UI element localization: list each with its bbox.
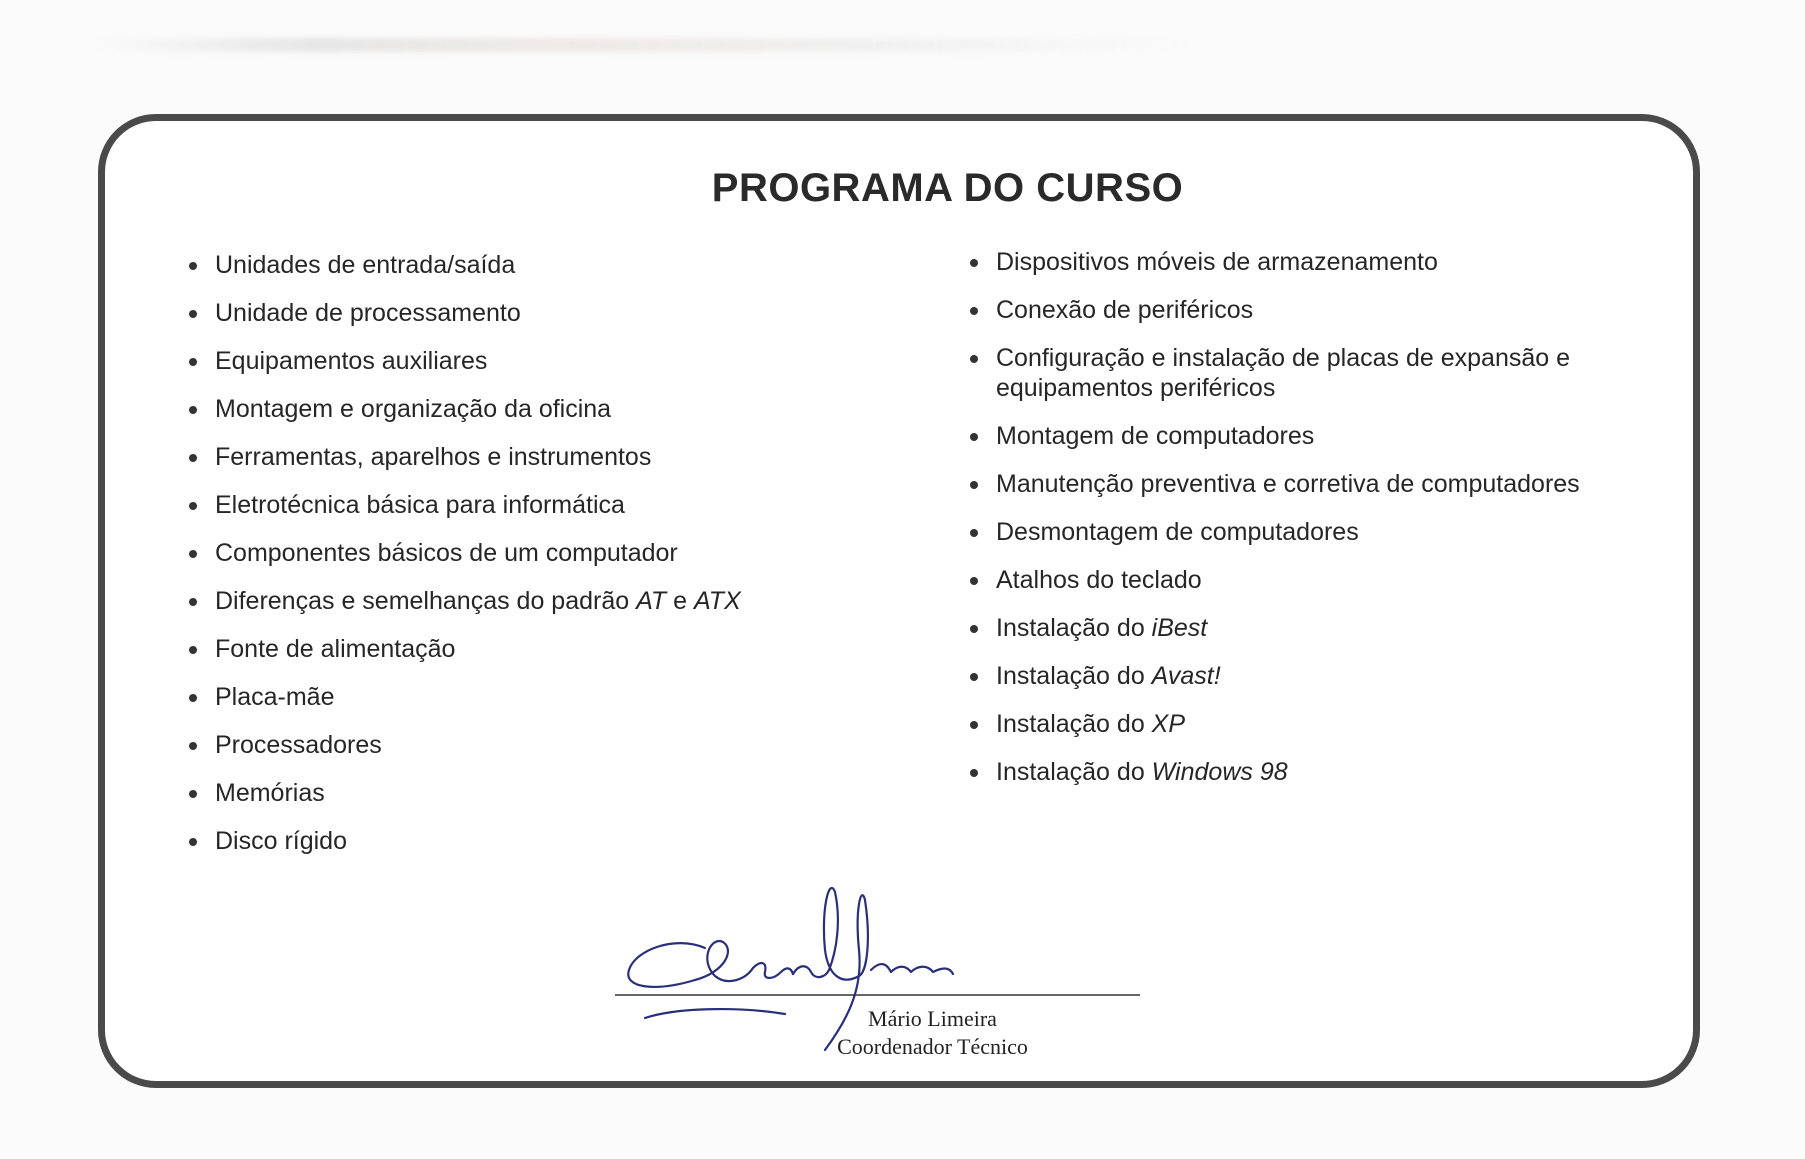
list-item: Unidade de processamento [187,298,947,346]
list-item: Equipamentos auxiliares [187,346,947,394]
list-item: Montagem de computadores [968,421,1668,451]
list-item: Diferenças e semelhanças do padrão AT e ATX [187,586,947,634]
signature-stroke [753,963,793,978]
list-item: Atalhos do teclado [968,565,1668,595]
signatory-name: Mário Limeira [868,1006,997,1031]
list-item: Fonte de alimentação [187,634,947,682]
scan-artifact [90,38,1190,52]
list-item: Placa-mãe [187,682,947,730]
list-item: Memórias [187,778,947,826]
right-topic-list [968,247,1668,805]
list-item: Processadores [187,730,947,778]
list-item: Ferramentas, aparelhos e instrumentos [187,442,947,490]
list-item: Instalação do Avast! [968,661,1668,691]
list-item: Montagem e organização da oficina [187,394,947,442]
left-topic-list [187,250,947,874]
signature-stroke [871,964,953,974]
signature-stroke [628,941,753,987]
list-item: Componentes básicos de um computador [187,538,947,586]
list-item: Instalação do XP [968,709,1668,739]
list-item: Manutenção preventiva e corretiva de computadores [968,469,1668,499]
signature-stroke [793,966,829,977]
list-item: Dispositivos móveis de armazenamento [968,247,1668,277]
list-item: Disco rígido [187,826,947,874]
list-item: Conexão de periféricos [968,295,1668,325]
list-item: Desmontagem de computadores [968,517,1668,547]
list-item: Unidades de entrada/saída [187,250,947,298]
signatory-role: Coordenador Técnico [837,1034,1028,1059]
list-item: Eletrotécnica básica para informática [187,490,947,538]
signature-block [615,880,1140,1070]
page-title: PROGRAMA DO CURSO [711,166,1184,210]
list-item: Configuração e instalação de placas de expansão e equipamentos periféricos [968,343,1668,403]
list-item: Instalação do Windows 98 [968,757,1668,787]
list-item: Instalação do iBest [968,613,1668,643]
